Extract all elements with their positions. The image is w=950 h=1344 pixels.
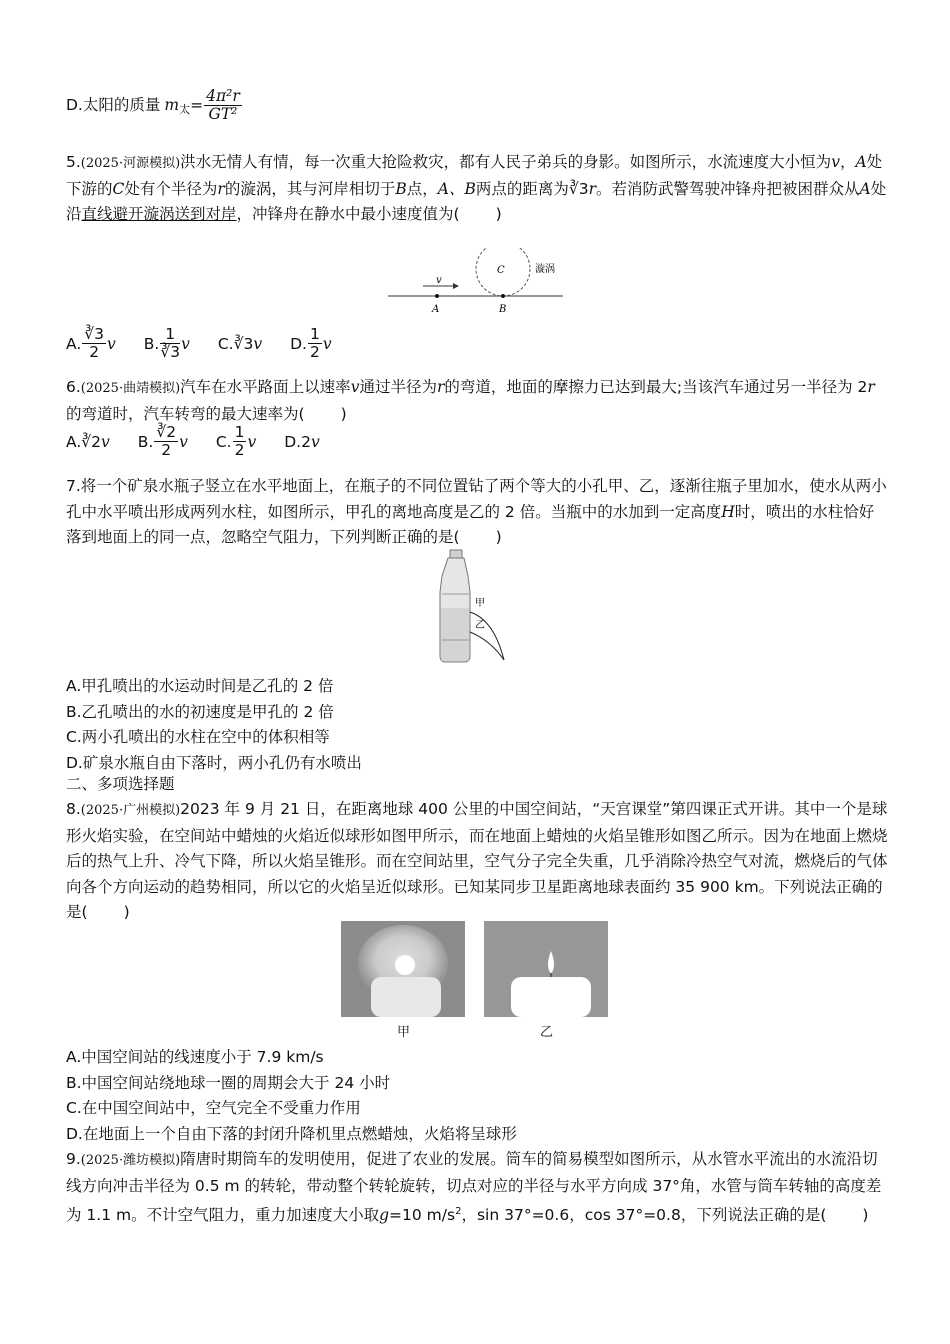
- label-c: C: [497, 265, 505, 276]
- question-5-options: [66, 326, 360, 361]
- underlined-phrase: 直线避开漩涡送到对岸: [81, 205, 237, 223]
- candle-body: [371, 977, 441, 1017]
- point-b: [501, 294, 505, 298]
- option-a[interactable]: A. ∛2 v: [66, 432, 110, 451]
- river-whirlpool-figure: [385, 248, 570, 320]
- water-bottle-figure: [432, 548, 512, 666]
- option-c[interactable]: C.在中国空间站中，空气完全不受重力作用: [66, 1099, 361, 1117]
- caption-yi: 乙: [540, 1025, 554, 1040]
- option-d[interactable]: D. 2 v: [284, 432, 320, 451]
- photo-spherical-flame: [341, 921, 465, 1017]
- option-b[interactable]: B.中国空间站绕地球一圈的周期会大于 24 小时: [66, 1073, 391, 1092]
- option-c[interactable]: C.两小孔喷出的水柱在空中的体积相等: [66, 728, 330, 746]
- caption-jia: 甲: [397, 1025, 411, 1040]
- question-8-stem: 8.(2025·广州模拟)2023 年 9 月 21 日，在距离地球 400 公里的中国空间站，“天宫课堂”第四课正式开讲。其中一个是球形火焰实验，在空间站中蜡烛的火焰近似球形如图甲所示，而在地面上蜡烛的火焰呈锥形如图乙所示。因为在地面上燃烧后的热气上升、冷气下降，所以火焰呈锥形。而在空间站里，空气分子完全失重，几乎消除冷热空气对流，燃烧后的气体向各个方向运动的趋势相同，所以它的火焰呈近似球形。已知某同步卫星距离地球表面约 35 900 km。下列说法正确的是( ): [66, 800, 888, 921]
- label-v: v: [436, 275, 442, 286]
- option-b[interactable]: B.乙孔喷出的水的初速度是甲孔的 2 倍: [66, 702, 334, 721]
- arrow-head: [453, 283, 459, 289]
- option-a[interactable]: A.中国空间站的线速度小于 7.9 km/s: [66, 1048, 324, 1066]
- label-jia: 甲: [475, 598, 485, 609]
- jet-yi: [470, 632, 504, 660]
- label-whirlpool: 漩涡: [535, 264, 555, 275]
- label-yi: 乙: [475, 620, 485, 631]
- option-d[interactable]: D. $\frac{1}{2}$ v: [290, 325, 332, 361]
- option-c[interactable]: C. ∛3 v: [217, 334, 263, 353]
- option-b[interactable]: B. $\frac{∛2}{2}$ v: [137, 423, 188, 459]
- question-7-options: [66, 674, 888, 776]
- label-b: B: [499, 304, 507, 315]
- option-a[interactable]: A.甲孔喷出的水运动时间是乙孔的 2 倍: [66, 677, 334, 695]
- photo-cone-flame: [484, 921, 608, 1017]
- option-d[interactable]: D.矿泉水瓶自由下落时，两小孔仍有水喷出: [66, 753, 362, 772]
- fraction: $\frac{\text{4π²r}}{\text{GT²}}$: [206, 87, 240, 123]
- question-6-stem: 6.(2025·曲靖模拟)汽车在水平路面上以速率v通过半径为r的弯道，地面的摩擦力已达到最大;当该汽车通过另一半径为 2r的弯道时，汽车转弯的最大速率为( ): [66, 378, 875, 423]
- question-9-stem: 9.(2025·潍坊模拟)隋唐时期筒车的发明使用，促进了农业的发展。筒车的简易模型如图所示，从水管水平流出的水流沿切线方向冲击半径为 0.5 m 的转轮，带动整个转轮旋转，切点对应的半径与水平方向成 37°角，水管与筒车转轴的高度差为 1.1 m。不计空气阻力，重力加速度大小取g=10 $m/s^2$，sin 37°=0.6，cos 37°=0.8，下列说法正确的是( ): [66, 1150, 882, 1225]
- option-d-sun-mass: D.太阳的质量 m 太 = $\frac{\text{4π²r}}{\text{GT²}}$: [66, 87, 240, 123]
- candle-body: [511, 977, 591, 1017]
- point-a: [435, 294, 439, 298]
- option-d[interactable]: D.在地面上一个自由下落的封闭升降机里点燃蜡烛，火焰将呈球形: [66, 1124, 517, 1143]
- bottle-cap: [450, 550, 462, 558]
- option-b[interactable]: B. $\frac{1}{∛3}$ v: [143, 325, 190, 361]
- question-5-stem: 5.(2025·河源模拟)洪水无情人有情，每一次重大抢险救灾，都有人民子弟兵的身影。如图所示，水流速度大小恒为v，A处下游的C处有个半径为r的漩涡，其与河岸相切于B点，A、B两点的距离为∛3r。若消防武警驾驶冲锋舟把被困群众从A处沿直线避开漩涡送到对岸，冲锋舟在静水中最小速度值为( ): [66, 153, 887, 223]
- question-8-options: [66, 1045, 888, 1147]
- question-6-options: [66, 424, 348, 459]
- question-7-stem: 7.将一个矿泉水瓶子竖立在水平地面上，在瓶子的不同位置钻了两个等大的小孔甲、乙，逐渐往瓶子里加水，使水从两小孔中水平喷出形成两列水柱，如图所示，甲孔的离地高度是乙的 2 倍。当瓶中的水加到一定高度H时，喷出的水柱恰好落到地面上的同一点，忽略空气阻力，下列判断正确的是( ): [66, 477, 887, 546]
- option-a[interactable]: A. $\frac{∛3}{2}$ v: [66, 325, 116, 361]
- bottle-water: [441, 608, 469, 661]
- option-c[interactable]: C. $\frac{1}{2}$ v: [215, 423, 257, 459]
- section-heading: 二、多项选择题: [66, 775, 175, 793]
- spherical-flame: [395, 955, 415, 975]
- label-a: A: [432, 304, 440, 315]
